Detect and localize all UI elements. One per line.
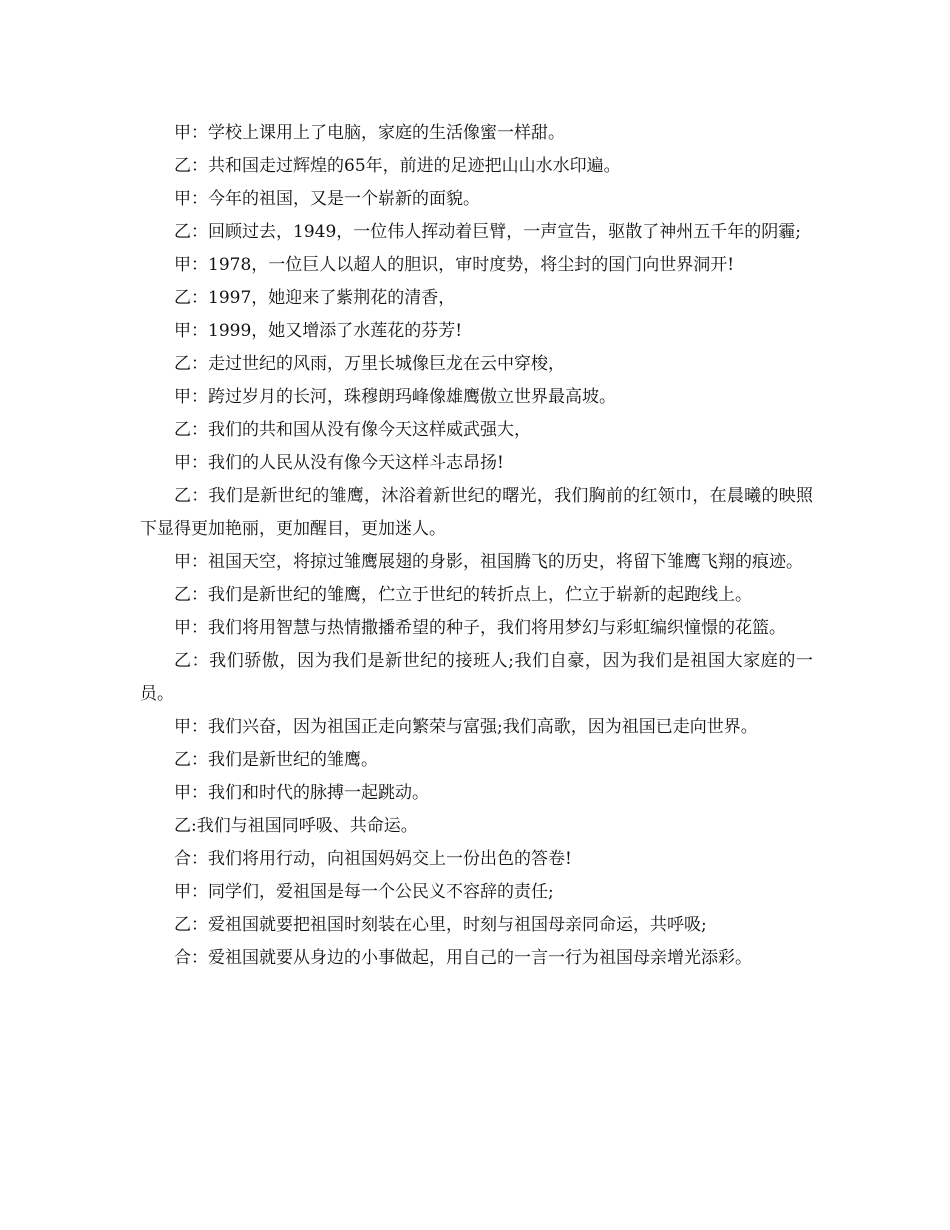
paragraph-7: 甲：1999，她又增添了水莲花的芬芳! (174, 321, 463, 341)
paragraph-15: 甲：我们将用智慧与热情撒播希望的种子，我们将用梦幻与彩虹编织憧憬的花篮。 (174, 618, 786, 638)
paragraph-17: 甲：我们兴奋，因为祖国正走向繁荣与富强;我们高歌，因为祖国已走向世界。 (174, 717, 758, 737)
paragraph-22: 甲：同学们，爱祖国是每一个公民义不容辞的责任; (174, 882, 554, 902)
paragraph-10: 乙：我们的共和国从没有像今天这样威武强大， (174, 420, 531, 440)
paragraph-3: 甲：今年的祖国，又是一个崭新的面貌。 (174, 189, 480, 209)
paragraph-21: 合：我们将用行动，向祖国妈妈交上一份出色的答卷! (174, 849, 572, 869)
paragraph-6: 乙：1997，她迎来了紫荆花的清香， (174, 288, 456, 308)
paragraph-4: 乙：回顾过去，1949，一位伟人挥动着巨臂，一声宣告，驱散了神州五千年的阴霾; (174, 222, 801, 242)
paragraph-2: 乙：共和国走过辉煌的65年，前进的足迹把山山水水印遍。 (174, 156, 621, 176)
paragraph-5: 甲：1978，一位巨人以超人的胆识，审时度势，将尘封的国门向世界洞开! (174, 255, 735, 275)
paragraph-20: 乙:我们与祖国同呼吸、共命运。 (174, 816, 418, 836)
paragraph-14: 乙：我们是新世纪的雏鹰，伫立于世纪的转折点上，伫立于崭新的起跑线上。 (174, 585, 752, 605)
paragraph-13: 甲：祖国天空，将掠过雏鹰展翅的身影，祖国腾飞的历史，将留下雏鹰飞翔的痕迹。 (174, 552, 803, 572)
paragraph-16: 乙：我们骄傲，因为我们是新世纪的接班人;我们自豪，因为我们是祖国大家庭的一员。 (140, 651, 813, 704)
document-body (140, 117, 813, 975)
paragraph-9: 甲：跨过岁月的长河，珠穆朗玛峰像雄鹰傲立世界最高坡。 (174, 387, 616, 407)
paragraph-23: 乙：爱祖国就要把祖国时刻装在心里，时刻与祖国母亲同命运，共呼吸; (174, 915, 707, 935)
paragraph-1: 甲：学校上课用上了电脑，家庭的生活像蜜一样甜。 (174, 123, 565, 143)
paragraph-18: 乙：我们是新世纪的雏鹰。 (174, 750, 378, 770)
paragraph-12: 乙：我们是新世纪的雏鹰，沐浴着新世纪的曙光，我们胸前的红领巾，在晨曦的映照下显得更加艳丽，更加醒目，更加迷人。 (140, 486, 813, 539)
paragraph-8: 乙：走过世纪的风雨，万里长城像巨龙在云中穿梭， (174, 354, 565, 374)
paragraph-11: 甲：我们的人民从没有像今天这样斗志昂扬! (174, 453, 504, 473)
paragraph-24: 合：爱祖国就要从身边的小事做起，用自己的一言一行为祖国母亲增光添彩。 (174, 948, 752, 968)
paragraph-19: 甲：我们和时代的脉搏一起跳动。 (174, 783, 429, 803)
